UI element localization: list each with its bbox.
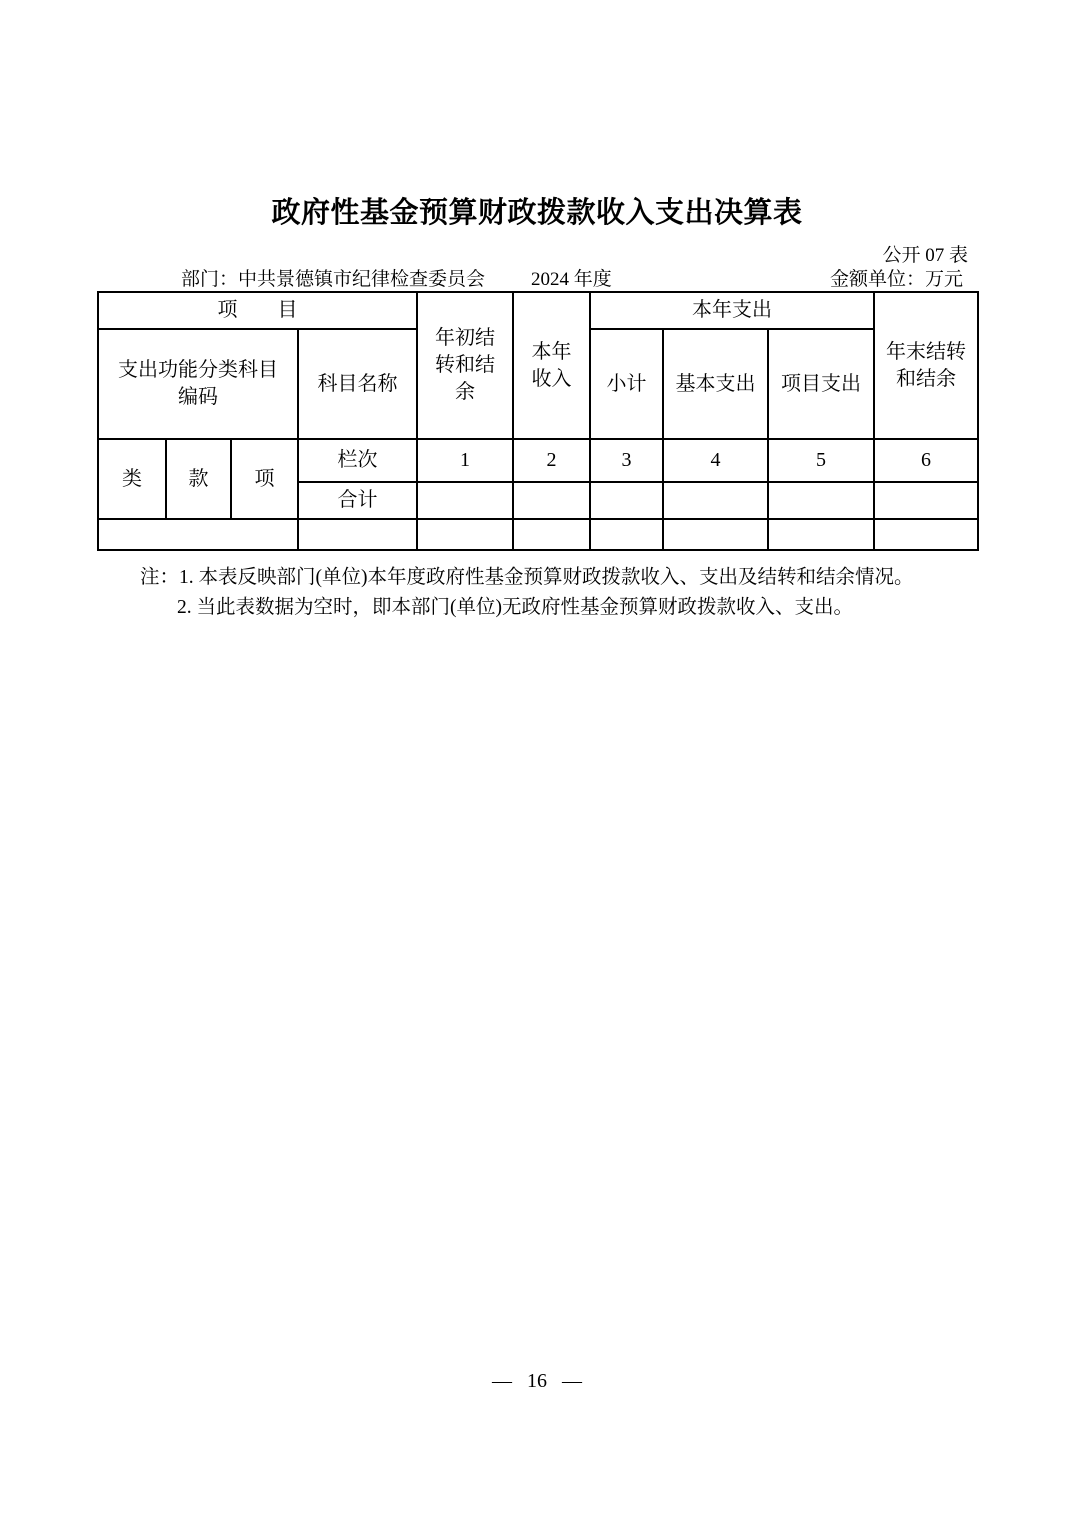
header-project: 项 目 (98, 292, 417, 329)
empty-row-cell-3 (590, 519, 663, 550)
total-cell-4 (663, 482, 768, 519)
empty-row-cell-5 (768, 519, 874, 550)
empty-row-cell-6 (874, 519, 978, 550)
empty-row-cell-1 (417, 519, 513, 550)
header-subject-name: 科目名称 (298, 329, 417, 439)
header-category: 类 (98, 439, 166, 519)
footnote-1: 注：1. 本表反映部门(单位)本年度政府性基金预算财政拨款收入、支出及结转和结余情况。 (140, 567, 914, 588)
column-number-4: 4 (663, 439, 768, 482)
footnotes (0, 563, 1074, 623)
header-year-end-balance (874, 292, 978, 439)
header-year-end-balance-label: 年末结转和结余 (886, 340, 967, 390)
total-cell-2 (513, 482, 590, 519)
total-cell-3 (590, 482, 663, 519)
total-cell-6 (874, 482, 978, 519)
header-beginning-balance-label: 年初结转和结余 (435, 327, 495, 403)
page-title: 政府性基金预算财政拨款收入支出决算表 (271, 197, 803, 229)
column-number-6: 6 (874, 439, 978, 482)
header-current-income (513, 292, 590, 439)
column-index-label: 栏次 (298, 439, 417, 482)
header-function-code-label: 支出功能分类科目编码 (118, 359, 278, 408)
info-row (97, 268, 977, 291)
column-number-1: 1 (417, 439, 513, 482)
form-code: 公开 07 表 (882, 245, 968, 266)
page-number: — 16 — (492, 1370, 582, 1392)
empty-row-cell-2 (513, 519, 590, 550)
header-item: 项 (231, 439, 298, 519)
department-label: 部门：中共景德镇市纪律检查委员会 (181, 269, 486, 290)
total-cell-5 (768, 482, 874, 519)
fiscal-year-label: 2024 年度 (531, 269, 612, 290)
header-current-income-label: 本年收入 (531, 340, 572, 390)
total-row-label: 合计 (298, 482, 417, 519)
column-number-3: 3 (590, 439, 663, 482)
header-beginning-balance (417, 292, 513, 439)
column-number-5: 5 (768, 439, 874, 482)
header-clause: 款 (166, 439, 231, 519)
header-basic-expenditure: 基本支出 (663, 329, 768, 439)
empty-row-code-cell (98, 519, 298, 550)
budget-table (97, 291, 979, 551)
unit-label: 金额单位：万元 (829, 269, 963, 290)
total-cell-1 (417, 482, 513, 519)
header-function-code (98, 329, 298, 439)
footnote-2: 2. 当此表数据为空时，即本部门(单位)无政府性基金预算财政拨款收入、支出。 (177, 597, 853, 618)
empty-row-cell-4 (663, 519, 768, 550)
header-project-expenditure: 项目支出 (768, 329, 874, 439)
header-subtotal: 小计 (590, 329, 663, 439)
header-current-expenditure: 本年支出 (590, 292, 874, 329)
column-number-2: 2 (513, 439, 590, 482)
empty-row-name-cell (298, 519, 417, 550)
